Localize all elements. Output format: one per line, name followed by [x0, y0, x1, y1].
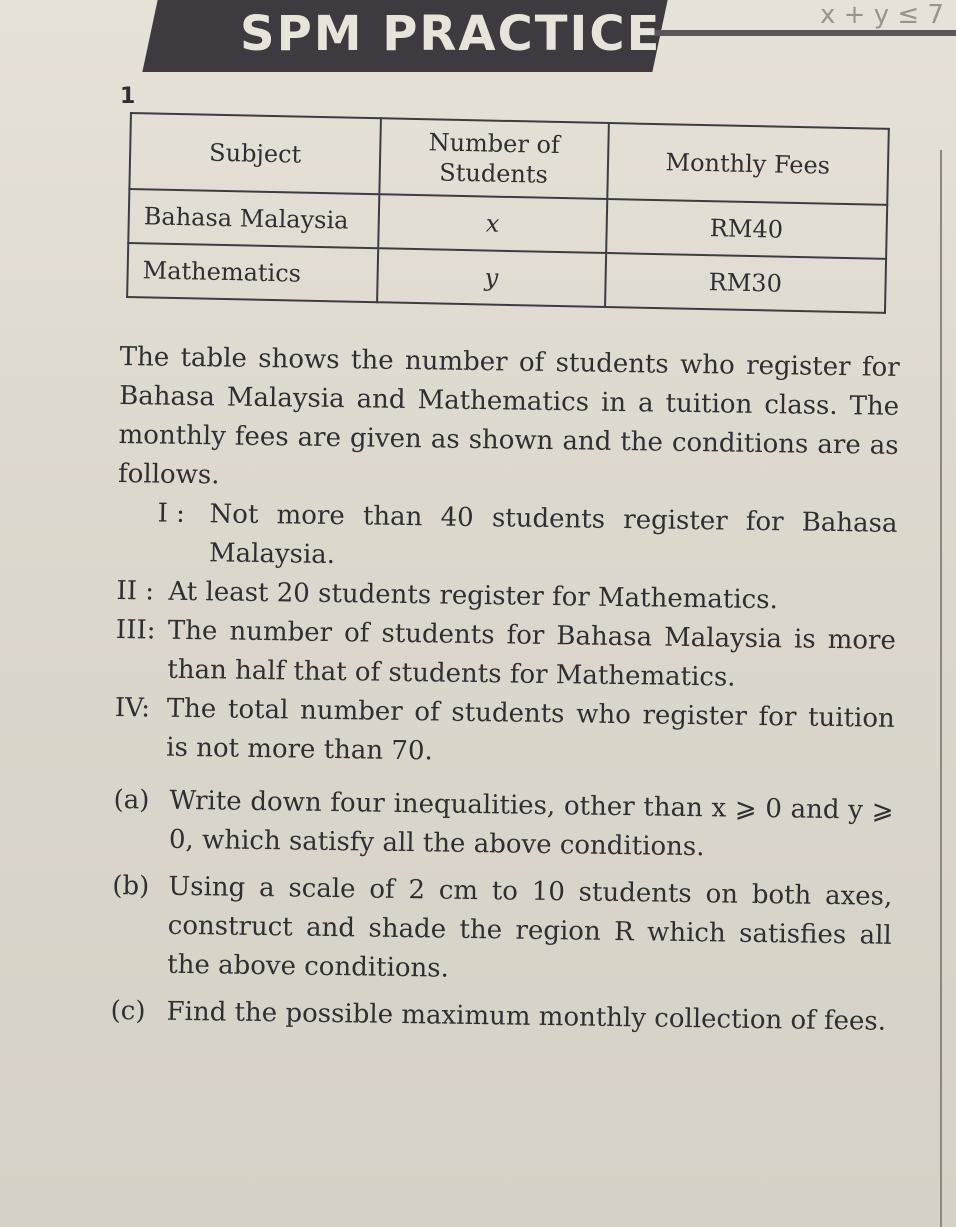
intro-paragraph: The table shows the number of students who register for Bahasa Malaysia and Mathematics in a tuition class. The monthly fees are given as shown and the conditions are as follows.	[117, 341, 900, 491]
cell-fees: RM40	[606, 199, 888, 259]
corner-handwriting: x + y ≤ 7	[820, 0, 944, 30]
page-margin-rule	[940, 150, 942, 1227]
banner-rule	[640, 30, 956, 36]
part-label: (a)	[113, 784, 150, 816]
condition-text: Not more than 40 students register for Bahasa Malaysia.	[208, 499, 898, 571]
cell-fees: RM30	[605, 253, 887, 313]
question-number: 1	[120, 84, 136, 109]
header-subject: Subject	[129, 113, 381, 194]
question-part	[111, 867, 893, 995]
header-fees: Monthly Fees	[607, 123, 889, 205]
header-students: Number of Students	[379, 118, 608, 199]
question-part	[113, 781, 894, 870]
banner-title: SPM PRACTICE	[240, 6, 662, 62]
condition-item	[157, 495, 898, 583]
cell-students: x	[378, 194, 606, 253]
part-text: Using a scale of 2 cm to 10 students on both axes, construct and shade the region R which satisfies all the above conditions.	[167, 871, 893, 984]
part-text: Find the possible maximum monthly collection of fees.	[166, 996, 887, 1037]
condition-text: The number of students for Bahasa Malaysia is more than half that of students for Mathematics.	[167, 615, 897, 693]
cell-subject: Mathematics	[127, 243, 378, 302]
condition-text: The total number of students who register for tuition is not more than 70.	[166, 693, 895, 767]
question-body	[110, 338, 900, 1042]
part-text: Write down four inequalities, other than x ⩾ 0 and y ⩾ 0, which satisfy all the above conditions.	[168, 785, 894, 863]
condition-label: IV:	[114, 692, 151, 724]
cell-subject: Bahasa Malaysia	[128, 189, 379, 248]
condition-label: II :	[116, 575, 155, 607]
cell-students: y	[377, 248, 605, 307]
condition-item	[115, 611, 896, 700]
part-label: (b)	[112, 870, 150, 902]
question-part	[110, 992, 890, 1042]
condition-text: At least 20 students register for Mathematics.	[168, 576, 779, 616]
part-label: (c)	[110, 995, 146, 1027]
fees-table	[126, 112, 890, 314]
condition-item	[114, 689, 895, 778]
condition-label: III:	[115, 614, 156, 646]
condition-label: I :	[157, 498, 186, 529]
